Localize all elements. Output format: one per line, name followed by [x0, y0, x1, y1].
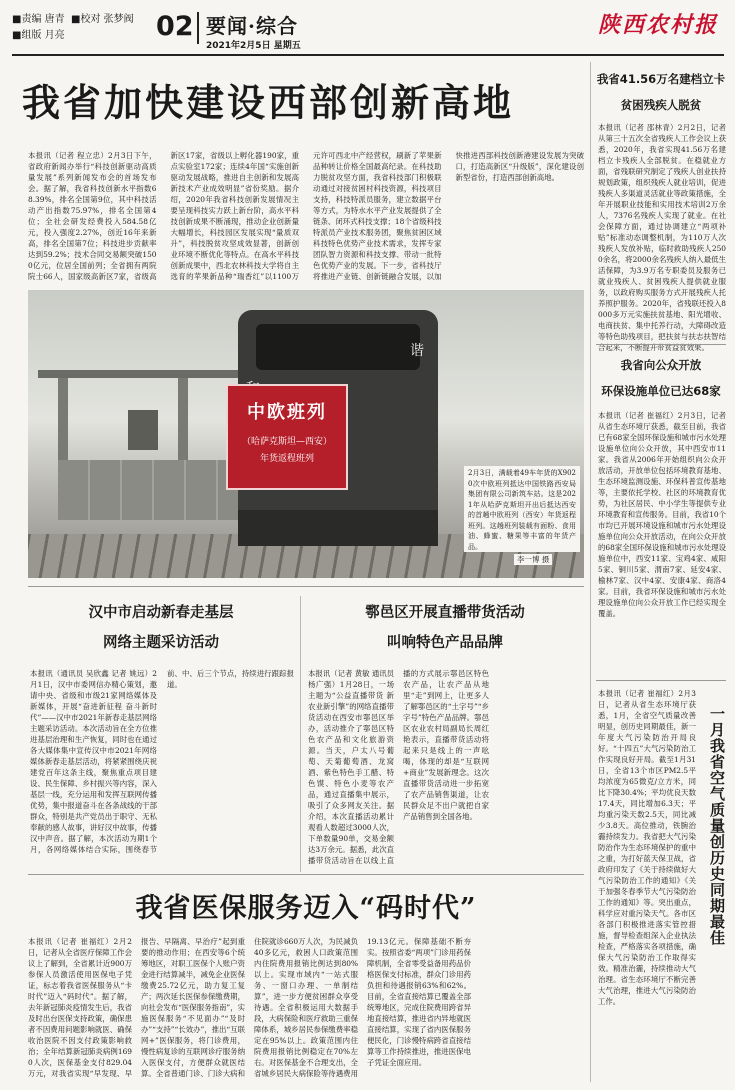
section-divider: [596, 680, 726, 681]
right-mid-body: 本报讯（记者 崔福红）2月3日，记者从省生态环境厅获悉，截至目前，我省已有68家全国环保设施和城市污水处理设施单位向公众开放，其中西安市11家。我省从2006年开始组织向公众开放活动，开放单位包括环境教育基地、生态环境监测设施、环保科普宣传基地等，主要依托学校、社区的环境教育优势，为社区居民、中小学生等提供专业环境教育和宣传服务。目前，我省10个市均已开展环境设施和城市污水处理设施单位向公众开放活动，在向公众开放的68家全国环保设施和城市污水处理设施单位中，西安11家、宝鸡4家、咸阳5家、铜川5家、渭南7家、延安4家、榆林7家、汉中4家、安康4家、商洛4家。目前，我省环保设施和城市污水处理设施单位向公众开放工作已经实现全覆盖。: [598, 411, 726, 618]
issue-date: 2021年2月5日 星期五: [206, 41, 301, 51]
right-mid-headline: [596, 352, 726, 404]
paper-logo: 陕西农村报: [598, 12, 719, 38]
staff-credit: ■校对 张梦阀: [71, 14, 134, 25]
staff-credit: ■责编 唐青: [12, 14, 65, 25]
car-lettering: 谐: [410, 343, 424, 359]
masthead-rule: [12, 54, 724, 56]
page-number: 02: [156, 11, 194, 42]
lead-article-body: 本报讯（记者 程立忠）2月3日下午，省政府新闻办举行“科技创新驱动高质量发展”系列新闻发布会的首场发布会。据了解，我省科技创新水平指数68.39%，排名全国第9位，其中科技活动产出指数75.97%，排名全国第4位；全社会研发经费投入584.58亿元，投入强度2.27%，创近16年来新高，排名全国第7位；科技进步贡献率达到59.2%；技术合同交易额突破1500亿元，位居全国前列；全省拥有两院院士66人，国家级高新区7家，省级高新区17家，省级以上孵化器190家，重点实验室172家；连续4年国“实施创新驱动发展战略，推进自主创新和发展高新技术产业成效明显”省份奖励。据介绍，2020年我省科技创新发展情况主要呈现科技实力跃上新台阶，高水平科技创新成果不断涌现，推动企业创新量大幅增长，科技园区发展实现“量质双升”，科技脱贫攻坚成效显著，创新创业环境不断优化等特点。在高水平科技创新成果中，西北农林科技大学将自主选育的苹果新品种“瑞香红”以1100万元许可西北中产经营权，刷新了苹果新品种转让价格全国最高纪录。在科技助力脱贫攻坚方面，我省科技部门积极联动通过对接贫困村科技资源，科技项目支持，科技特派员服务，建立数据平台等方式，为特水水平产业发展提供了全链条、闭环式科技支撑；18个省级科技特派员产业技术服务团，聚焦贫困区域科技特色优势产业技术需求，发挥专家团队智力资源和科技支撑、带动一批特色优势产业的发展。下一步，省科技厅将推进产业链、创新链融合发展，以加快推进西部科技创新港建设发展为突破口，打造高新区“升级版”，深化建设创新型省份，打造西部创新高地。: [28, 151, 584, 281]
headline-line: 贫困残疾人脱贫: [620, 98, 702, 112]
bottom-body: 本报讯（记者 崔福红）2月2日，记者从全省医疗保障工作会议上了解到，全省累计近900万参保人员激活使用医保电子凭证，标志着我省医保服务从“卡时代”迈入“码时代”。据了解，去年新冠肺炎疫情发生后，我省及时出台医保支持政策，确保患者不因费用问题影响就医、确保收治医院不因支付政策影响救治；全年结算新冠肺炎病例1690人次，医保基金支付829.04万元，对我省实现“早发现、早报告、早隔离、早治疗”起到重要的推动作用；在西安等6个统筹地区，对职工医保个人账户资金进行结算减半，减免企业医保缴费25.72亿元，助力复工复产；两次延长医保参保缴费期，向社会发布“医保服务指南”，实施医保服务“不见面办”“及时办”“支持”“长效办”，推出“互联网+”医保服务，将门诊费用，慢性病复诊的互联网诊疗服务纳入医保支付，方便群众就医结算。全省普通门诊、门诊大病和住院就诊660万人次，为民减负40多亿元，救困人口政策范围内住院费用报销比例达到80%以上。实现市域内“一站式服务、一窗口办理、一单制结算”，进一步方便贫困群众享受待遇。全省积极运用大数据手段，大病保险和医疗救助三重保障体系，城乡居民参保缴费率稳定在95%以上。政策范围内住院费用报销比例稳定在70%左右。对医保基金不合理支出，全省城乡居民大病保险等待遇费用19.13亿元。保障基础不断夯实。按照省委“两项”门诊用药保障机制，全省零受益备用药品价格医保支付标准，群众门诊用药负担和待遇报销63%和62%。目前，全省直接结算已覆盖全部统筹地区，完成住院费用跨省异地直接结算，推进省内异地就医直接结算，实现了省内医保服务便民化，门诊慢特病跨省直接结算等工作持续推进，推进医保电子凭证全面应用。: [28, 937, 471, 1078]
headline-line: 我省向公众开放: [620, 358, 702, 372]
bottom-headline: 我省医保服务迈入“码时代”: [135, 893, 477, 924]
section-divider: [28, 874, 584, 875]
mid-left-body: 本报讯（通讯员 吴欣鑫 记者 姚远）2月1日，汉中市委网信办精心策划，邀请中央、省级和市级21家网络媒体及新媒体，开展“奋进新征程 奋斗新时代”——汉中市2021年新春走基层网络主题采访活动。本次活动旨在全方位推进基层治理和生产恢复，同时也在通过各大媒体集中宣传汉中市2021年网络媒体新春走基层活动，将紧紧围绕庆祝建党百年这条主线，聚焦重点项目建设、民生保障、乡村振兴等内容，深入基层一线，充分运用和发挥互联网传播优势，集中报道奋斗在各条战线的干部群众，特别是共产党员出于职守、无私奉献的感人故事，讲好汉中故事，传播汉中声音。据了解，本次活动为期1个月，各网络媒体结合实际，围绕春节前、中、后三个节点，持续进行跟踪报道。: [30, 669, 294, 854]
sign-subtitle: （哈萨克斯坦—西安）: [241, 437, 332, 447]
mid-left-headline: [28, 598, 294, 658]
section-divider: [596, 344, 726, 345]
headline-line: 网络主题采访活动: [103, 635, 219, 651]
train-sign: [226, 384, 348, 490]
train-photo: [28, 290, 584, 578]
staff-credit: ■组版 月亮: [12, 30, 65, 41]
sign-subtitle: 年货返程班列: [259, 454, 314, 464]
masthead-divider: [197, 12, 199, 44]
mid-right-headline: [306, 598, 584, 658]
vertical-headline: 一月我省空气质量创历史同期最佳: [708, 706, 726, 946]
headline-line: 环保设施单位已达68家: [601, 384, 721, 398]
lead-headline: 我省加快建设西部创新高地: [22, 80, 515, 125]
headline-line: 汉中市启动新春走基层: [88, 605, 234, 621]
right-bottom-body: 本报讯（记者 崔福红）2月3日，记者从省生态环境厅获悉，1月，全省空气质量改善明显，创历史同期最佳，新一年度大气污染防治开局良好。“十四五”大气污染防治工作实现良好开局。截至1月31日，全省13个市区PM2.5平均浓度为65微克/立方米，同比下降30.4%；平均优良天数17.4天，同比增加6.3天；平均重污染天数2.5天，同比减少3.8天。高位推动，铁腕治霾持续发力。我省把大气污染防治作为生态环境保护的重中之重，为打好蓝天保卫战，省政府印发了《关于持续做好大气污染防治工作的通知》《关于加强冬春季节大气污染防治工作的通知》等。突出重点，科学应对重污染天气。各市区各部门积极推进落实管控措施，督导检查组深入企业执法检查，严格落实各项措施，确保大气污染防治工作取得实效。精准治霾，持续推动大气治理。省生态环境厅不断完善大气治理，推进大气污染防治工作。: [598, 689, 696, 1006]
photo-credit: 李一博 摄: [514, 554, 552, 565]
mid-right-body: 本报讯（记者 黄敏 通讯员 杨广强）1月28日，一场主题为“公益直播带货 新农业新引擎”的网络直播带货活动在西安市鄠邑区举办，活动推介了鄠邑区特色农产品和文化旅游资源。当天，户太八号葡萄、天菊葡萄酒、龙窝酒、紫色特色手工醋、特色馍、特色小麦等农产品，通过直播集中展示，吸引了众多网友关注。据介绍，本次直播活动累计观看人数超过3000人次，下单数量90单，交易金额达3万余元。据悉，此次直播带货活动旨在以线上直播的方式展示鄠邑区特色农产品，让农产品从地里“走”到网上，让更多人了解鄠邑区的“土字号”“乡字号”特色产品品牌。鄠邑区农业农村局副局长周红艳表示，直播带货活动将起来只是线上的一声吆喝，体现的却是“互联网+商业”发展新理念。这次直播带货活动进一步拓宽了农产品销售渠道，让农民群众足不出户就把自家产品销售到全国各地。: [308, 669, 489, 865]
staff-credits: [12, 12, 134, 44]
section-divider: [28, 586, 584, 587]
section-title: 要闻·综合: [206, 14, 298, 38]
headline-line: 我省41.56万名建档立卡: [596, 72, 726, 86]
photo-caption: 2月3日，满载着49车年货的X9020次中欧班列抵达中国铁路西安局集团有限公司新筑车站。这是2021年从哈萨克斯坦开出后抵达西安的首趟中欧班列（西安）年货返程班列。这趟班列装载有面粉、食用油、蜂蜜、糖果等丰富的年货产品。: [464, 466, 580, 552]
right-top-body: 本报讯（记者 邵林青）2月2日，记者从第三十五次全省残疾人工作会议上获悉，2020年，我省实现41.56万名建档立卡残疾人全部脱贫。在稳就业方面，省残联研究制定了残疾人创业扶持规划政策，组织残疾人就业培训，促进残疾人多渠道灵活就业等政策措施，全年开展职业技能和实用技术培训2万余人，7376名残疾人实现了就业。在社会保障方面，通过协调建立“两项补贴”标准动态调整机制，为110万人次残疾人发放补贴，临时救助残疾人2500余名，将2000余名残疾人纳入最低生活保障，为3.9万名专职委员及服务已就业残疾人、贫困残疾人提供就业服务，以政府购买服务方式开展残疾人托养照护服务。2020年，省残联还投入8000多万元实施扶贫基地、阳光增收、电商扶贫、集中托养行动，大障碍改造等特色助残项目，把扶贫与扶志扶智结合起来，不断提升带贫益贫效果。: [598, 123, 726, 352]
headline-line: 叫响特色产品品牌: [387, 635, 503, 651]
container-stack: [58, 460, 248, 520]
sign-title: 中欧班列: [247, 402, 327, 423]
column-rule: [590, 62, 591, 1082]
right-top-headline: [596, 66, 726, 118]
column-rule: [300, 596, 301, 872]
headline-line: 鄠邑区开展直播带货活动: [365, 605, 525, 621]
